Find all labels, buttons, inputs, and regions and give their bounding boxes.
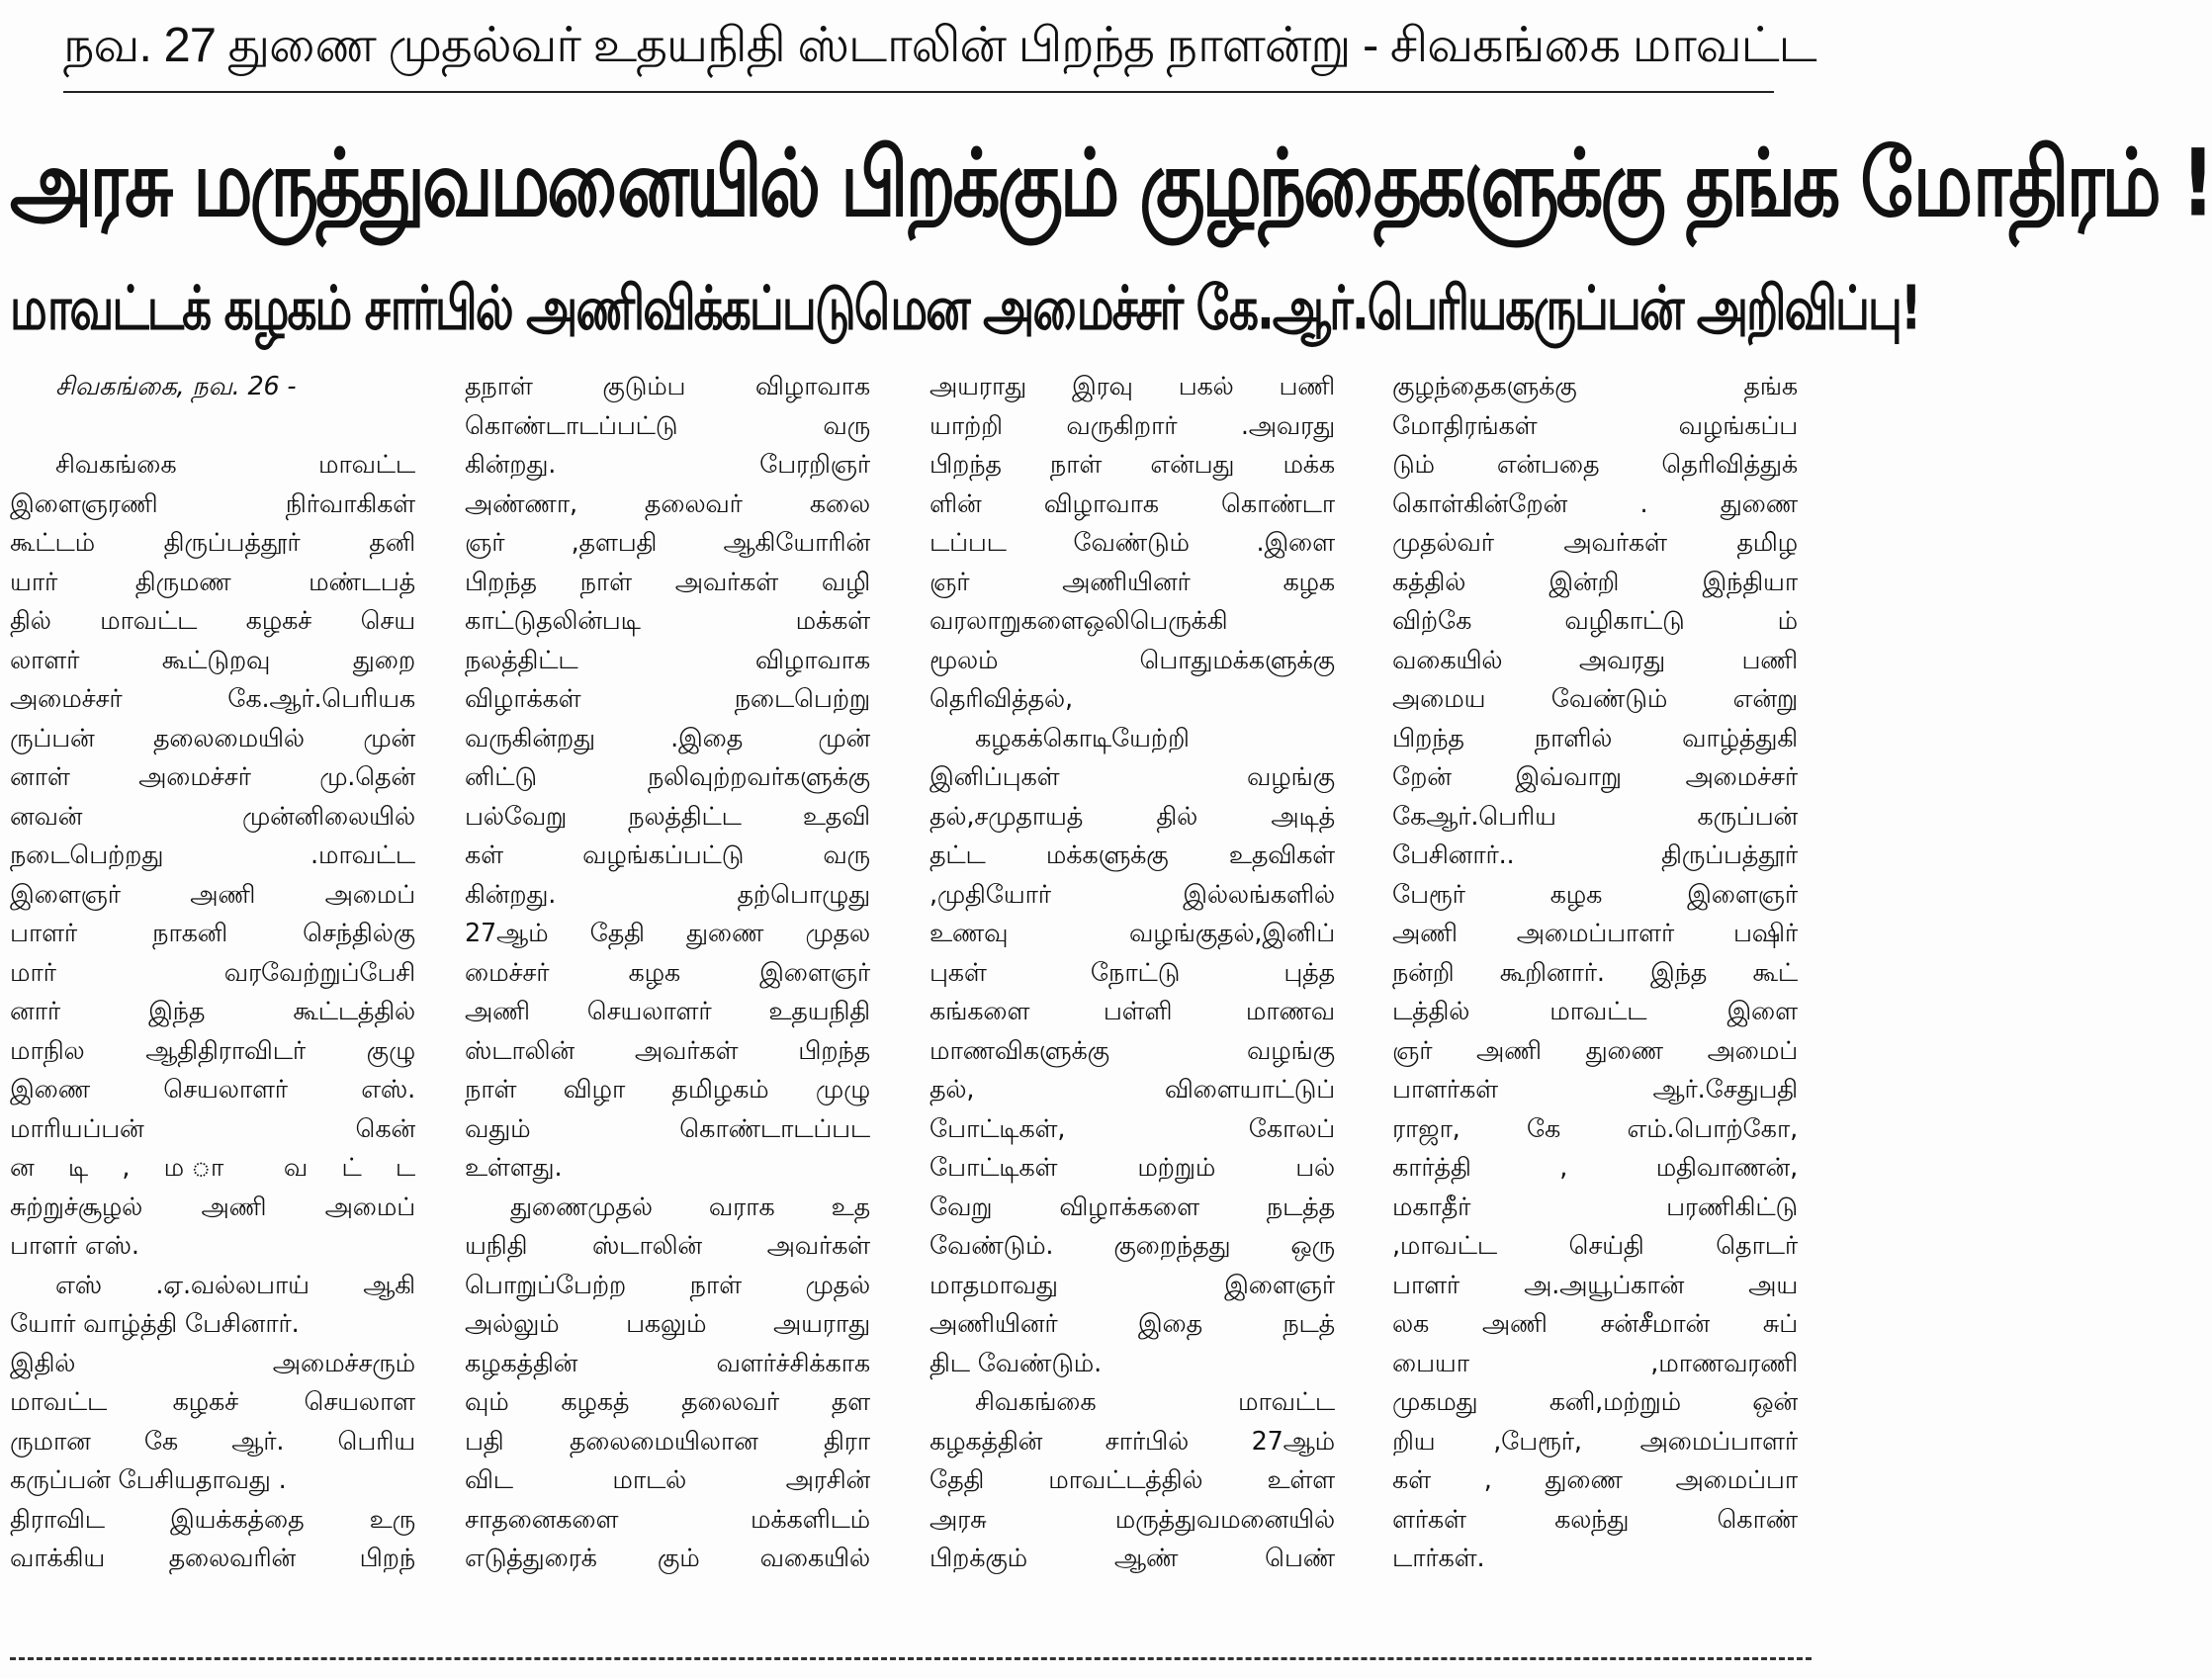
article-column-1: [10, 368, 415, 1641]
article-line: துணைமுதல் வராக உத: [510, 1192, 870, 1222]
strap-underline: [63, 91, 1774, 93]
article-line: எஸ் .ஏ.வல்லபாய் ஆகி: [55, 1270, 415, 1300]
article-line: ,முதியோர் இல்லங்களில்: [929, 879, 1335, 910]
article-line: வரலாறுகளைஒலிபெருக்கி: [929, 606, 1228, 636]
article-line: தேதி மாவட்டத்தில் உள்ள: [929, 1465, 1335, 1495]
article-line: எடுத்துரைக் கும் வகையில்: [465, 1544, 870, 1573]
article-column-3: [929, 368, 1335, 1641]
article-line: பாளர் எஸ்.: [10, 1231, 139, 1261]
article-line: கொண்டாடப்பட்டு வரு: [465, 410, 870, 441]
article-line: முதல்வர் அவர்கள் தமிழ: [1392, 528, 1798, 558]
article-line: குழந்தைகளுக்கு தங்க: [1392, 372, 1798, 401]
article-line: விழாக்கள் நடைபெற்று: [465, 684, 870, 714]
article-line: சாதனைகளை மக்களிடம்: [465, 1504, 870, 1535]
article-line: தநாள் குடும்ப விழாவாக: [465, 372, 870, 401]
article-line: நடைபெற்றது .மாவட்ட: [10, 840, 415, 870]
article-line: யாற்றி வருகிறார் .அவரது: [929, 410, 1335, 441]
article-line: மாணவிகளுக்கு வழங்கு: [929, 1035, 1335, 1066]
article-line: தில் மாவட்ட கழகச் செய: [10, 606, 415, 636]
article-column-2: [465, 368, 870, 1641]
article-line: றேன் இவ்வாறு அமைச்சர்: [1392, 762, 1798, 792]
article-line: மகாதீர் பரணிகிட்டு: [1392, 1192, 1798, 1222]
article-line: திட வேண்டும்.: [929, 1348, 1103, 1378]
sub-headline: மாவட்டக் கழகம் சார்பில் அணிவிக்கப்படுமென அமைச்சர் கே.ஆர்.பெரியகருப்பன் அறிவிப்பு!: [10, 273, 1920, 345]
article-line: முகமது கனி,மற்றும் ஒன்: [1392, 1387, 1798, 1417]
article-line: பொறுப்பேற்ற நாள் முதல்: [465, 1270, 870, 1300]
article-line: வதும் கொண்டாடப்பட: [465, 1113, 870, 1144]
dateline: சிவகங்கை, நவ. 26 -: [55, 372, 297, 401]
article-line: கின்றது. பேரறிஞர்: [465, 450, 870, 480]
article-line: ராஜா, கே எம்.பொற்கோ,: [1392, 1113, 1798, 1144]
article-line: நன்றி கூறினார். இந்த கூட்: [1392, 957, 1798, 988]
article-line: கள் , துணை அமைப்பா: [1392, 1465, 1798, 1495]
article-line: கழகத்தின் வளர்ச்சிக்காக: [465, 1348, 870, 1378]
article-line: தெரிவித்தல்,: [929, 684, 1073, 714]
article-line: ன டி , ம ா வ ட் ட: [10, 1153, 415, 1183]
article-line: கொள்கின்றேன் . துணை: [1392, 488, 1798, 519]
article-line: அமைச்சர் கே.ஆர்.பெரியக: [10, 684, 415, 714]
article-line: விற்கே வழிகாட்டு ம்: [1392, 606, 1798, 636]
article-line: ஞர் அணி துணை அமைப்: [1392, 1035, 1798, 1066]
article-line: பையா ,மாணவரணி: [1392, 1348, 1798, 1378]
article-line: றிய ,பேரூர், அமைப்பாளர்: [1392, 1426, 1798, 1457]
article-line: வும் கழகத் தலைவர் தள: [465, 1387, 870, 1417]
article-line: அணி அமைப்பாளர் பஷிர்: [1392, 919, 1798, 948]
article-line: டத்தில் மாவட்ட இளை: [1392, 997, 1798, 1026]
article-line: சுற்றுச்சூழல் அணி அமைப்: [10, 1192, 415, 1222]
article-line: டப்பட வேண்டும் .இளை: [929, 528, 1335, 558]
article-line: மைச்சர் கழக இளைஞர்: [465, 957, 870, 988]
article-line: பாளர் அ.அயூப்கான் அய: [1392, 1270, 1798, 1300]
article-line: உள்ளது.: [465, 1153, 563, 1183]
article-line: அணியினர் இதை நடத்: [929, 1309, 1335, 1339]
article-line: னவன் முன்னிலையில்: [10, 801, 415, 832]
article-line: இதில் அமைச்சரும்: [10, 1348, 415, 1378]
article-line: கத்தில் இன்றி இந்தியா: [1392, 567, 1798, 597]
bottom-dashed-rule: [10, 1657, 1812, 1660]
article-line: கேஆர்.பெரிய கருப்பன்: [1392, 801, 1798, 832]
article-line: கள் வழங்கப்பட்டு வரு: [465, 840, 870, 870]
article-line: இளைஞரணி நிர்வாகிகள்: [10, 488, 415, 519]
article-column-4: [1392, 368, 1798, 1641]
article-line: திராவிட இயக்கத்தை உரு: [10, 1504, 415, 1535]
article-line: மாவட்ட கழகச் செயலாள: [10, 1387, 415, 1417]
article-line: கழகத்தின் சார்பில் 27ஆம்: [929, 1426, 1335, 1457]
article-line: மாநில ஆதிதிராவிடர் குழு: [10, 1035, 415, 1066]
article-line: வகையில் அவரது பணி: [1392, 645, 1798, 675]
article-line: பிறக்கும் ஆண் பெண்: [929, 1544, 1335, 1573]
article-line: கழகக்கொடியேற்றி: [975, 723, 1190, 753]
article-line: பேசினார்.. திருப்பத்தூர்: [1392, 840, 1798, 870]
article-line: கின்றது. தற்பொழுது: [465, 879, 870, 910]
article-line: மாதமாவது இளைஞர்: [929, 1270, 1335, 1300]
article-line: பல்வேறு நலத்திட்ட உதவி: [465, 801, 870, 832]
article-line: அமைய வேண்டும் என்று: [1392, 684, 1798, 714]
article-line: விட மாடல் அரசின்: [465, 1465, 870, 1495]
article-line: மாரியப்பன் கென்: [10, 1113, 415, 1144]
article-line: வேண்டும். குறைந்தது ஒரு: [929, 1231, 1335, 1261]
article-line: புகள் நோட்டு புத்த: [929, 957, 1335, 988]
article-line: அண்ணா, தலைவர் கலை: [465, 488, 870, 519]
article-line: கங்களை பள்ளி மாணவ: [929, 997, 1335, 1026]
main-headline: அரசு மருத்துவமனையில் பிறக்கும் குழந்தைகளுக்கு தங்க மோதிரம் !: [10, 129, 2212, 237]
article-line: போட்டிகள், கோலப்: [929, 1113, 1335, 1144]
article-line: ளர்கள் கலந்து கொண்: [1392, 1504, 1798, 1535]
article-line: கூட்டம் திருப்பத்தூர் தனி: [10, 528, 415, 558]
article-line: வருகின்றது .இதை முன்: [465, 723, 870, 753]
article-line: காட்டுதலின்படி மக்கள்: [465, 606, 870, 636]
article-line: சிவகங்கை மாவட்ட: [55, 450, 415, 480]
article-line: நாள் விழா தமிழகம் முழு: [465, 1075, 870, 1105]
article-line: ளின் விழாவாக கொண்டா: [929, 488, 1335, 519]
article-line: பாளர் நாகனி செந்தில்கு: [10, 919, 415, 948]
article-line: யோர் வாழ்த்தி பேசினார்.: [10, 1309, 300, 1339]
article-line: அணி செயலாளர் உதயநிதி: [465, 997, 870, 1026]
article-line: இணை செயலாளர் எஸ்.: [10, 1075, 415, 1105]
article-line: இளைஞர் அணி அமைப்: [10, 879, 415, 910]
strap-headline: நவ. 27 துணை முதல்வர் உதயநிதி ஸ்டாலின் பிறந்த நாளன்று - சிவகங்கை மாவட்ட: [63, 19, 1816, 72]
article-line: ருமான கே ஆர். பெரிய: [10, 1426, 415, 1457]
article-line: ருப்பன் தலைமையில் முன்: [10, 723, 415, 753]
article-line: கார்த்தி , மதிவாணன்,: [1392, 1153, 1798, 1183]
article-line: தல், விளையாட்டுப்: [929, 1075, 1335, 1105]
article-line: மார் வரவேற்றுப்பேசி: [10, 957, 415, 988]
article-line: டார்கள்.: [1392, 1544, 1485, 1573]
article-body: [10, 368, 1812, 1641]
article-line: தல்,சமுதாயத் தில் அடித்: [929, 801, 1335, 832]
article-line: யார் திருமண மண்டபத்: [10, 567, 415, 597]
article-line: பிறந்த நாளில் வாழ்த்துகி: [1392, 723, 1798, 753]
article-line: வேறு விழாக்களை நடத்த: [929, 1192, 1335, 1222]
article-line: பேரூர் கழக இளைஞர்: [1392, 879, 1798, 910]
article-line: பிறந்த நாள் என்பது மக்க: [929, 450, 1335, 480]
article-line: இனிப்புகள் வழங்கு: [929, 762, 1335, 792]
article-line: பதி தலைமையிலான திரா: [465, 1426, 870, 1457]
article-line: அயராது இரவு பகல் பணி: [929, 372, 1335, 401]
article-line: பிறந்த நாள் அவர்கள் வழி: [465, 567, 870, 597]
article-line: னிட்டு நலிவுற்றவர்களுக்கு: [465, 762, 870, 792]
article-line: மூலம் பொதுமக்களுக்கு: [929, 645, 1335, 675]
article-line: சிவகங்கை மாவட்ட: [975, 1387, 1335, 1417]
article-line: அல்லும் பகலும் அயராது: [465, 1309, 870, 1339]
article-line: 27ஆம் தேதி துணை முதல: [465, 919, 870, 948]
article-line: அரசு மருத்துவமனையில்: [929, 1504, 1335, 1535]
article-line: ஞர் ,தளபதி ஆகியோரின்: [465, 528, 870, 558]
article-line: உணவு வழங்குதல்,இனிப்: [929, 919, 1335, 948]
article-line: பாளர்கள் ஆர்.சேதுபதி: [1392, 1075, 1798, 1105]
article-line: லாளர் கூட்டுறவு துறை: [10, 645, 415, 675]
article-line: நலத்திட்ட விழாவாக: [465, 645, 870, 675]
article-line: ,மாவட்ட செய்தி தொடர்: [1392, 1231, 1798, 1261]
article-line: போட்டிகள் மற்றும் பல்: [929, 1153, 1335, 1183]
article-line: ஸ்டாலின் அவர்கள் பிறந்த: [465, 1035, 870, 1066]
article-line: வாக்கிய தலைவரின் பிறந்: [10, 1544, 415, 1573]
article-line: டும் என்பதை தெரிவித்துக்: [1392, 450, 1798, 480]
article-line: னார் இந்த கூட்டத்தில்: [10, 997, 415, 1026]
article-line: யநிதி ஸ்டாலின் அவர்கள்: [465, 1231, 870, 1261]
paragraph-gap: [10, 407, 415, 447]
article-line: மோதிரங்கள் வழங்கப்ப: [1392, 410, 1798, 441]
article-line: னாள் அமைச்சர் மு.தென்: [10, 762, 415, 792]
article-line: லக அணி சன்சீமான் சுப்: [1392, 1309, 1798, 1339]
article-line: ஞர் அணியினர் கழக: [929, 567, 1335, 597]
article-line: கருப்பன் பேசியதாவது .: [10, 1465, 287, 1495]
article-line: தட்ட மக்களுக்கு உதவிகள்: [929, 840, 1335, 870]
